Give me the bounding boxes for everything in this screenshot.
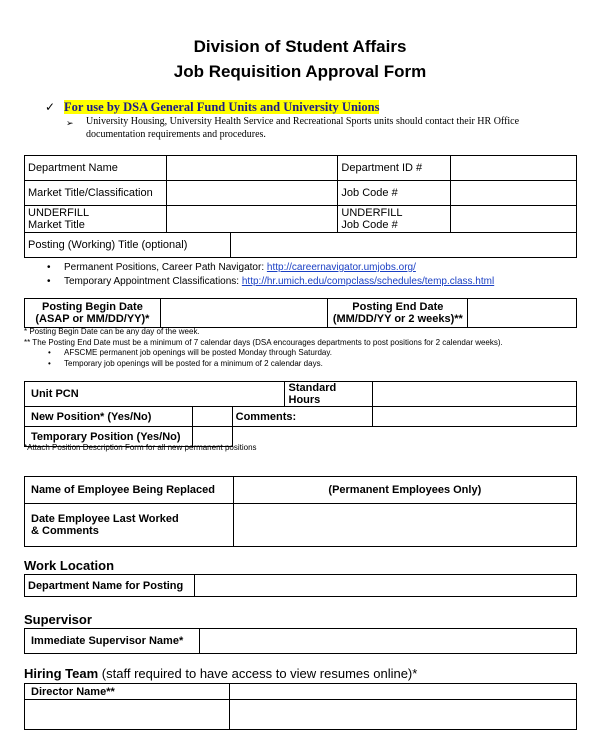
department-table [24, 155, 577, 258]
last-worked-l1: Date Employee Last Worked [31, 513, 179, 525]
dept-posting-label: Department Name for Posting [25, 575, 195, 597]
underfill-job-code-label [338, 206, 451, 233]
job-code-label: Job Code # [338, 181, 451, 206]
end-date-l2: (MM/DD/YY or 2 weeks)** [332, 313, 463, 325]
career-navigator-link[interactable]: http://careernavigator.umjobs.org/ [266, 262, 416, 273]
temp-class-link[interactable]: http://hr.umich.edu/compclass/schedules/temp.class.html [241, 276, 495, 287]
position-table [24, 381, 577, 447]
temporary-position-label: Temporary Position (Yes/No) [25, 427, 193, 447]
hiring-team-note: (staff required to have access to view resumes online)* [101, 666, 418, 681]
employee-replaced-label: Name of Employee Being Replaced [25, 477, 234, 504]
underfill-job-code-field[interactable] [451, 206, 577, 233]
replacement-table [24, 476, 577, 547]
end-date-note: ** The Posting End Date must be a minimum of 7 calendar days (DSA encourages departments to post positions for 2 calendar weeks). [24, 338, 503, 347]
attach-note: *Attach Position Description Form for all new permanent positions [24, 443, 257, 452]
posting-title-label: Posting (Working) Title [28, 238, 139, 251]
temporary-note: Temporary job openings will be posted for a minimum of 2 calendar days. [64, 359, 323, 368]
career-navigator-item [64, 262, 416, 273]
posting-begin-date-label [25, 299, 161, 328]
standard-hours-field[interactable] [373, 382, 577, 407]
hiring-team-heading: Hiring Team [24, 666, 99, 681]
last-worked-l2: & Comments [31, 525, 99, 537]
begin-date-l1: Posting Begin Date [41, 301, 143, 313]
blank-cell [232, 427, 576, 447]
posting-end-date-field[interactable] [468, 299, 577, 328]
director-name-label: Director Name** [25, 684, 230, 700]
underfill-market-title-field[interactable] [166, 206, 338, 233]
end-date-l1: Posting End Date [352, 301, 444, 313]
intro-highlight [64, 100, 379, 115]
standard-hours-label: Standard Hours [284, 382, 373, 407]
job-code-field[interactable] [451, 181, 577, 206]
afscme-note: AFSCME permanent job openings will be posted Monday through Saturday. [64, 348, 333, 357]
hiring-team-heading-row [24, 666, 417, 681]
arrow-bullet-icon: ➢ [66, 118, 74, 128]
last-worked-field[interactable] [233, 504, 576, 547]
fund-units-highlight: For use by DSA General Fund Units and University Unions [64, 100, 380, 114]
underfill-label-l2: Market Title [28, 219, 85, 231]
dept-posting-field[interactable] [194, 575, 576, 597]
intro-sub-line1: University Housing, University Health Service and Recreational Sports units should contact their HR Office [86, 116, 520, 127]
department-id-field[interactable] [451, 156, 577, 181]
posting-end-date-label [328, 299, 468, 328]
form-title-line2: Job Requisition Approval Form [173, 62, 427, 81]
comments-label: Comments: [232, 407, 373, 427]
bullet-icon: • [48, 359, 51, 368]
underfill-jc-l2: Job Code # [341, 219, 398, 231]
immediate-supervisor-field[interactable] [199, 629, 576, 654]
supervisor-table [24, 628, 577, 654]
department-name-label: Department Name [25, 156, 167, 181]
posting-title-optional: (optional) [141, 238, 188, 251]
work-location-table [24, 574, 577, 597]
underfill-label-l1: UNDERFILL [28, 207, 90, 219]
comments-field[interactable] [373, 407, 577, 427]
director-name-value[interactable] [25, 700, 230, 730]
intro-sub-line2: documentation requirements and procedures. [86, 129, 266, 140]
last-worked-label [25, 504, 234, 547]
career-navigator-text: Permanent Positions, Career Path Navigator: [64, 262, 265, 273]
bullet-icon: • [48, 348, 51, 357]
director-extra-field[interactable] [229, 700, 576, 730]
bullet-icon: • [47, 262, 51, 273]
market-title-field[interactable] [166, 181, 338, 206]
hiring-team-table [24, 683, 577, 730]
begin-date-l2: (ASAP or MM/DD/YY)* [35, 313, 150, 325]
permanent-only-note[interactable]: (Permanent Employees Only) [233, 477, 576, 504]
underfill-market-title-label [25, 206, 167, 233]
temp-class-text: Temporary Appointment Classifications: [64, 276, 240, 287]
supervisor-heading: Supervisor [24, 612, 92, 627]
new-position-field[interactable] [192, 407, 232, 427]
director-name-field[interactable] [229, 684, 576, 700]
temp-class-item [64, 276, 494, 287]
checkmark-icon: ✓ [45, 100, 56, 114]
immediate-supervisor-label: Immediate Supervisor Name* [25, 629, 200, 654]
unit-pcn-label: Unit PCN [25, 382, 285, 407]
form-title-line1: Division of Student Affairs [193, 37, 407, 56]
bullet-icon: • [47, 276, 51, 287]
new-position-label: New Position* (Yes/No) [25, 407, 193, 427]
department-name-field[interactable] [166, 156, 338, 181]
begin-date-note: * Posting Begin Date can be any day of the week. [24, 327, 200, 336]
posting-title-row [25, 233, 577, 258]
posting-begin-date-field[interactable] [160, 299, 328, 328]
posting-dates-table [24, 298, 577, 328]
underfill-jc-l1: UNDERFILL [341, 207, 403, 219]
market-title-label: Market Title/Classification [25, 181, 167, 206]
department-id-label: Department ID # [338, 156, 451, 181]
work-location-heading: Work Location [24, 558, 115, 573]
